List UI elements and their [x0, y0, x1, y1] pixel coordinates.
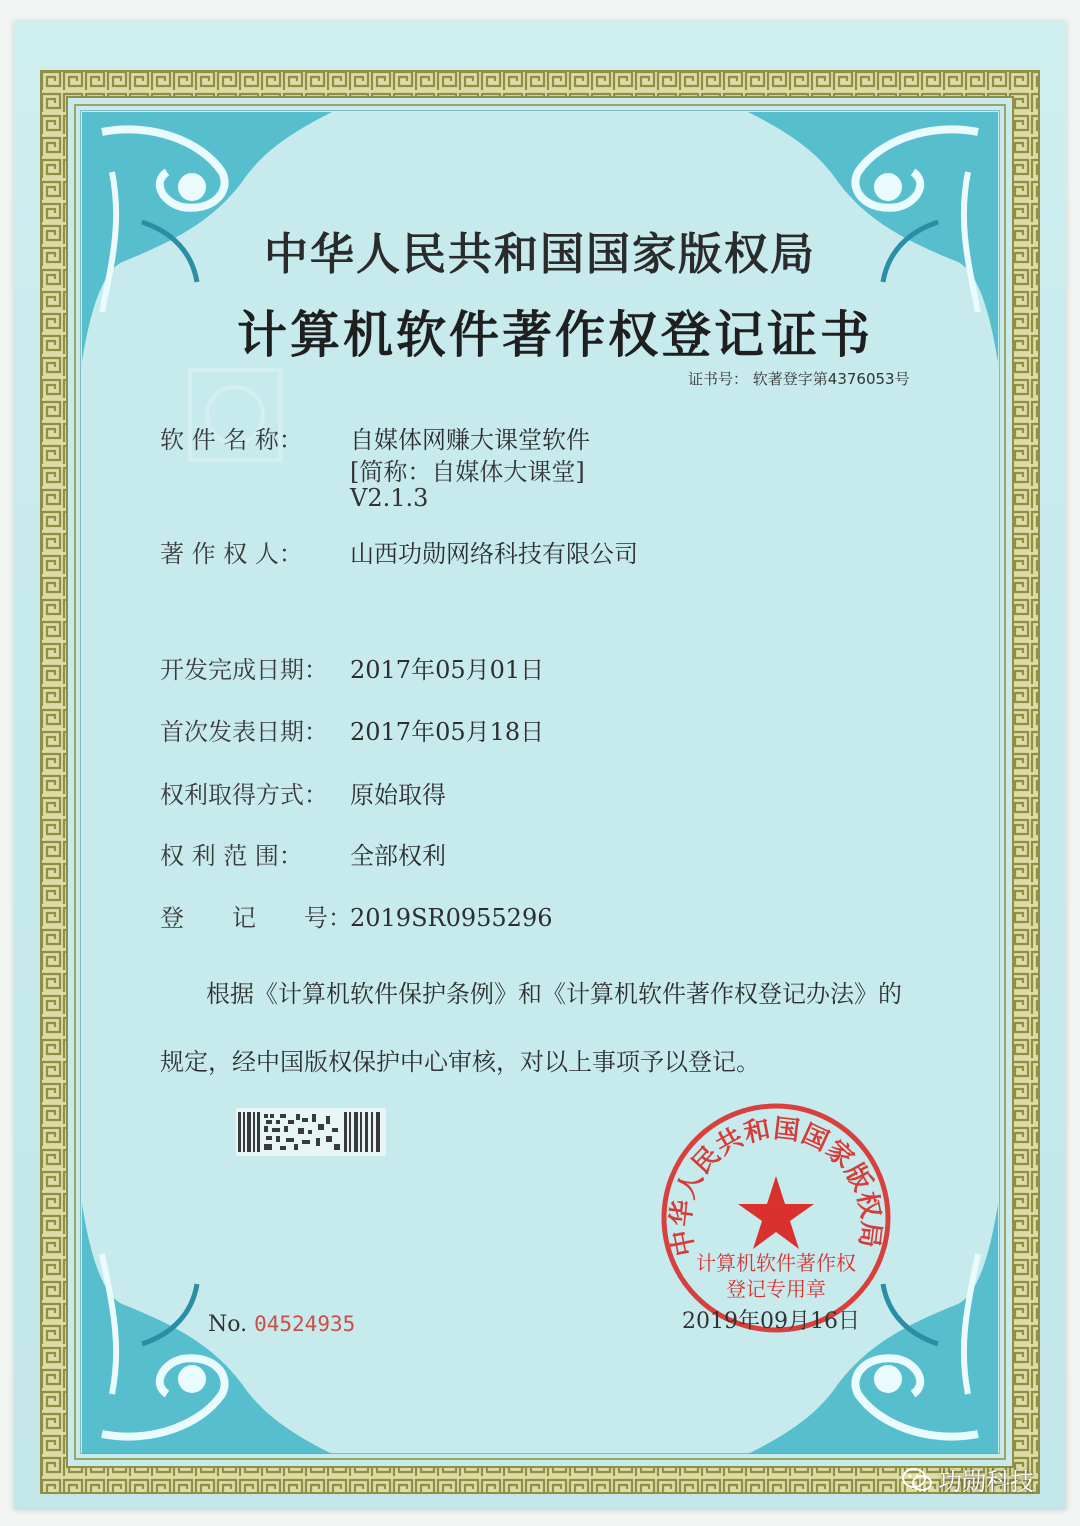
seal-line-1: 计算机软件著作权: [696, 1251, 856, 1275]
statement-line-2: 规定，经中国版权保护中心审核，对以上事项予以登记。: [160, 1048, 760, 1076]
official-red-seal: [658, 1100, 894, 1336]
certificate-number: [688, 368, 910, 389]
reg-no-value: 2019SR0955296: [350, 904, 553, 932]
issuing-authority: 中华人民共和国国家版权局: [264, 229, 816, 280]
seal-ring-text: 中华人民共和国国家版权局: [666, 1113, 886, 1259]
seal-line-2: 登记专用章: [726, 1277, 826, 1301]
statement-line-1: 根据《计算机软件保护条例》和《计算机软件著作权登记办法》的: [206, 980, 902, 1008]
software-name-row: [160, 420, 590, 455]
owner-value: 山西功勋网络科技有限公司: [350, 540, 638, 568]
acquire-value: 原始取得: [350, 781, 446, 809]
dev-date-label: 开发完成日期：: [160, 656, 328, 684]
scope-value: 全部权利: [350, 842, 446, 870]
pub-date-label: 首次发表日期：: [160, 718, 328, 746]
reg-no-label: 登 记 号：: [160, 904, 352, 932]
certificate-title: 计算机软件著作权登记证书: [237, 305, 873, 364]
scope-row: [160, 836, 446, 871]
wechat-icon: [902, 1467, 932, 1493]
reg-no-row: [160, 898, 552, 933]
issue-date: 2019年09月16日: [682, 1309, 860, 1334]
software-name-value: 自媒体网赚大课堂软件: [350, 426, 590, 454]
scope-label: 权 利 范 围：: [160, 842, 303, 870]
certificate-number-value: 软著登字第4376053号: [752, 370, 910, 388]
dev-date-value: 2017年05月01日: [350, 656, 545, 684]
barcode: [236, 1108, 386, 1156]
owner-label: 著 作 权 人：: [160, 540, 303, 568]
serial-prefix: No.: [208, 1312, 248, 1337]
wechat-watermark: [902, 1462, 1034, 1497]
certificate-number-label: 证书号：: [688, 370, 749, 388]
watermark-logo-text: 功勋科技: [938, 1468, 1034, 1496]
pub-date-row: [160, 712, 544, 747]
software-name-label: 软 件 名 称：: [160, 426, 303, 454]
acquire-label: 权利取得方式：: [160, 781, 328, 809]
dev-date-row: [160, 650, 544, 685]
acquire-row: [160, 775, 446, 810]
serial-number: [208, 1312, 355, 1337]
serial-value: 04524935: [254, 1312, 356, 1336]
pub-date-value: 2017年05月18日: [350, 718, 545, 746]
version: V2.1.3: [350, 484, 429, 512]
owner-row: [160, 534, 638, 569]
short-name: [简称：自媒体大课堂]: [350, 458, 585, 486]
